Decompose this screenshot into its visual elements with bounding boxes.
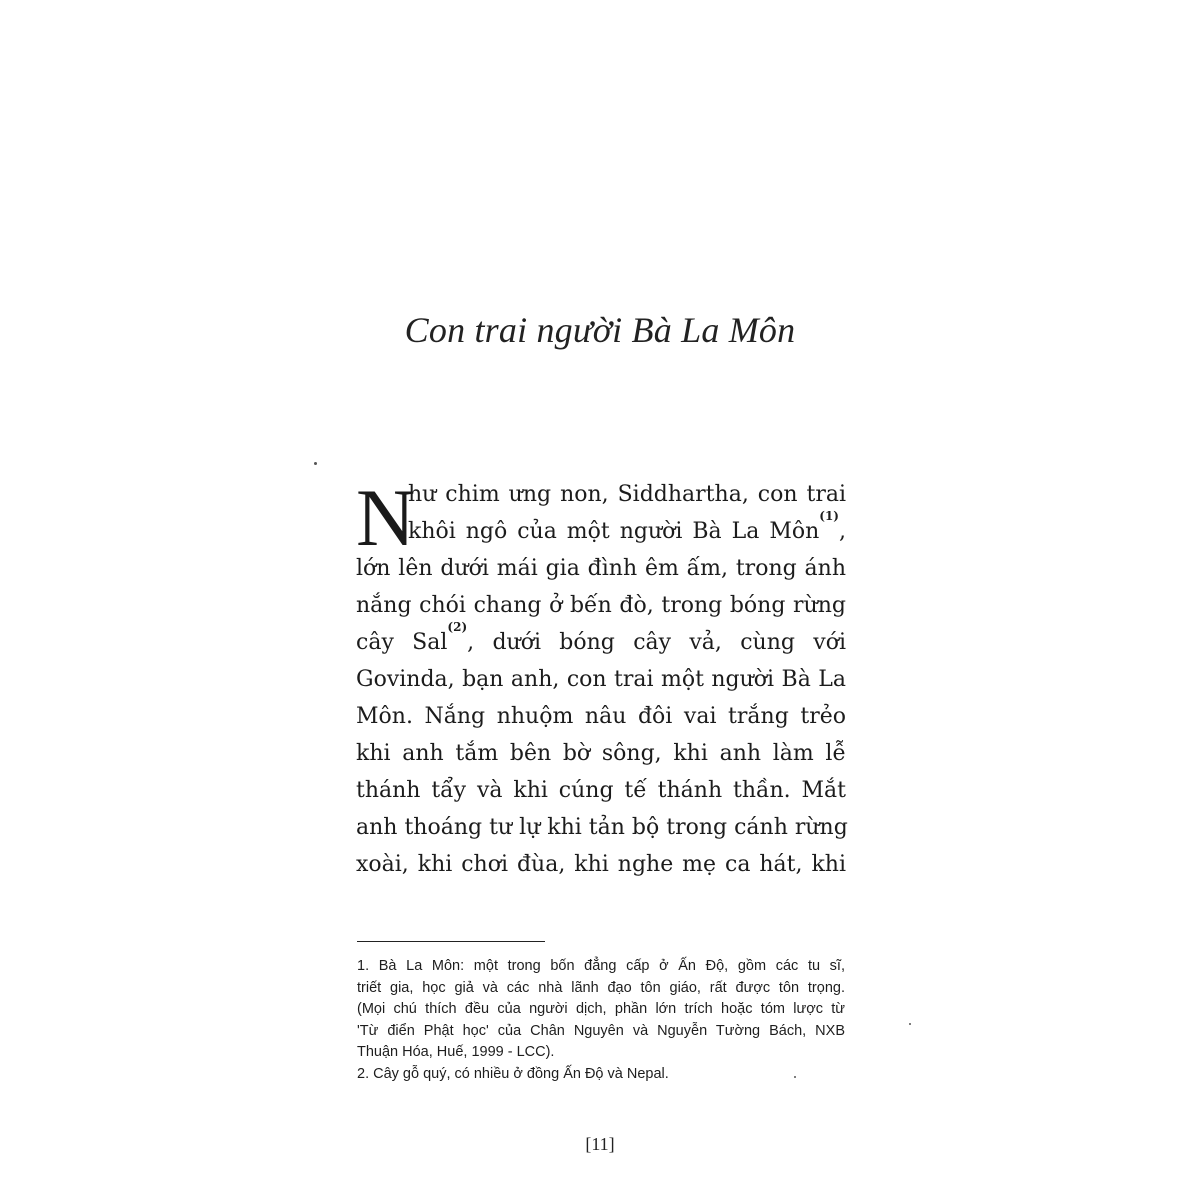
text-line: nắng chói chang ở bến đò, trong bóng rừng [356, 593, 846, 618]
text-line: Govinda, bạn anh, con trai một người Bà La [356, 667, 846, 692]
text-line: xoài, khi chơi đùa, khi nghe mẹ ca hát, khi [356, 852, 846, 877]
footnote-ref-2[interactable]: (2) [447, 620, 468, 634]
footnote-line: (Mọi chú thích đều của người dịch, phần lớn trích hoặc tóm lược từ [357, 1001, 845, 1017]
chapter-title: Con trai người Bà La Môn [404, 310, 796, 350]
footnote-line: triết gia, học giả và các nhà lãnh đạo tôn giáo, rất được tôn trọng. [357, 979, 845, 996]
print-speck [314, 462, 317, 465]
footnote-line: Thuận Hóa, Huế, 1999 - LCC). [357, 1044, 555, 1060]
footnote-ref-1[interactable]: (1) [819, 509, 839, 523]
print-speck [909, 1023, 911, 1025]
comma: , [839, 519, 846, 544]
drop-cap: N [356, 472, 416, 563]
text-line: hư chim ưng non, Siddhartha, con trai [408, 482, 846, 507]
text-line-content: khôi ngô của một người Bà La Môn [408, 519, 820, 544]
text-line [356, 620, 847, 661]
text-line: khi anh tắm bên bờ sông, khi anh làm lễ [356, 741, 846, 766]
text-line-content: cây Sal [356, 630, 448, 655]
footnote-line: 2. Cây gỗ quý, có nhiều ở đồng Ấn Độ và Nepal. [357, 1065, 669, 1082]
text-line-content: , dưới bóng cây vả, cùng với [467, 630, 847, 655]
text-line: Môn. Nắng nhuộm nâu đôi vai trắng trẻo [356, 704, 846, 729]
footnote-line: 1. Bà La Môn: một trong bốn đẳng cấp ở Ấn Độ, gồm các tu sĩ, [357, 958, 845, 974]
text-line: lớn lên dưới mái gia đình êm ấm, trong ánh [356, 556, 846, 581]
text-line: anh thoáng tư lự khi tản bộ trong cánh rừng [356, 815, 848, 840]
footnote-line: 'Từ điển Phật học' của Chân Nguyên và Nguyễn Tường Bách, NXB [357, 1022, 845, 1039]
page-number: [11] [585, 1134, 615, 1154]
text-line [408, 509, 846, 550]
footnote-divider [357, 941, 545, 942]
text-line: thánh tẩy và khi cúng tế thánh thần. Mắt [356, 778, 846, 803]
footnotes [357, 956, 847, 1085]
